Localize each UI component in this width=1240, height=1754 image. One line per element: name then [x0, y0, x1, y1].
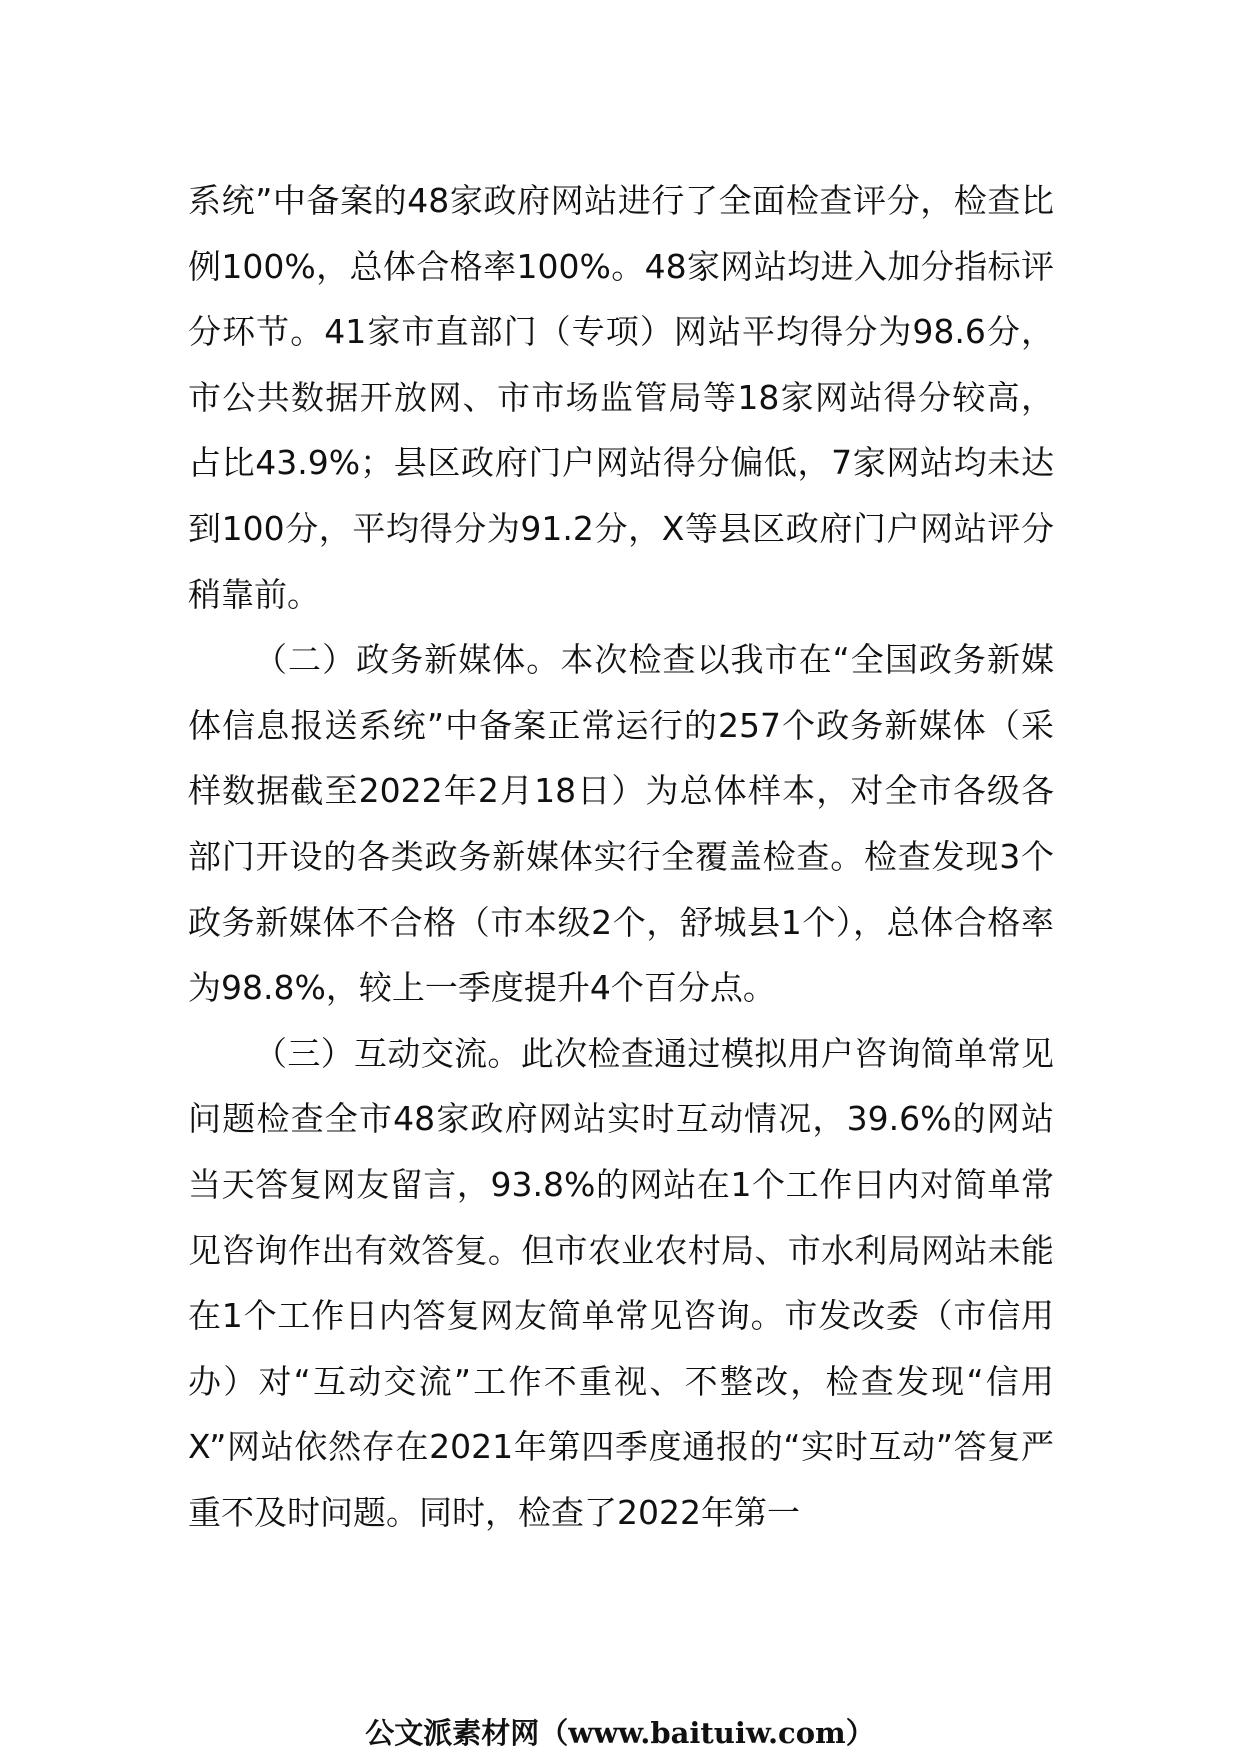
- paragraph-interaction: （三）互动交流。此次检查通过模拟用户咨询简单常见问题检查全市48家政府网站实时互动情况，39.6%的网站当天答复网友留言，93.8%的网站在1个工作日内对简单常见咨询作出有效答复。但市农业农村局、市水利局网站未能在1个工作日内答复网友简单常见咨询。市发改委（市信用办）对“互动交流”工作不重视、不整改，检查发现“信用X”网站依然存在2021年第四季度通报的“实时互动”答复严重不及时问题。同时，检查了2022年第一: [188, 1033, 1054, 1532]
- paragraph-gov-new-media: （二）政务新媒体。本次检查以我市在“全国政务新媒体信息报送系统”中备案正常运行的257个政务新媒体（采样数据截至2022年2月18日）为总体样本，对全市各级各部门开设的各类政务新媒体实行全覆盖检查。检查发现3个政务新媒体不合格（市本级2个，舒城县1个），总体合格率为98.8%，较上一季度提升4个百分点。: [188, 640, 1054, 1008]
- paragraph-continuation: 系统”中备案的48家政府网站进行了全面检查评分，检查比例100%，总体合格率100%。48家网站均进入加分指标评分环节。41家市直部门（专项）网站平均得分为98.6分，市公共数据开放网、市市场监管局等18家网站得分较高，占比43.9%；县区政府门户网站得分偏低，7家网站均未达到100分，平均得分为91.2分，X等县区政府门户网站评分稍靠前。: [188, 181, 1054, 614]
- document-body: [188, 168, 1054, 1545]
- source-watermark-footer: 公文派素材网（www.baituiw.com）: [365, 1716, 875, 1750]
